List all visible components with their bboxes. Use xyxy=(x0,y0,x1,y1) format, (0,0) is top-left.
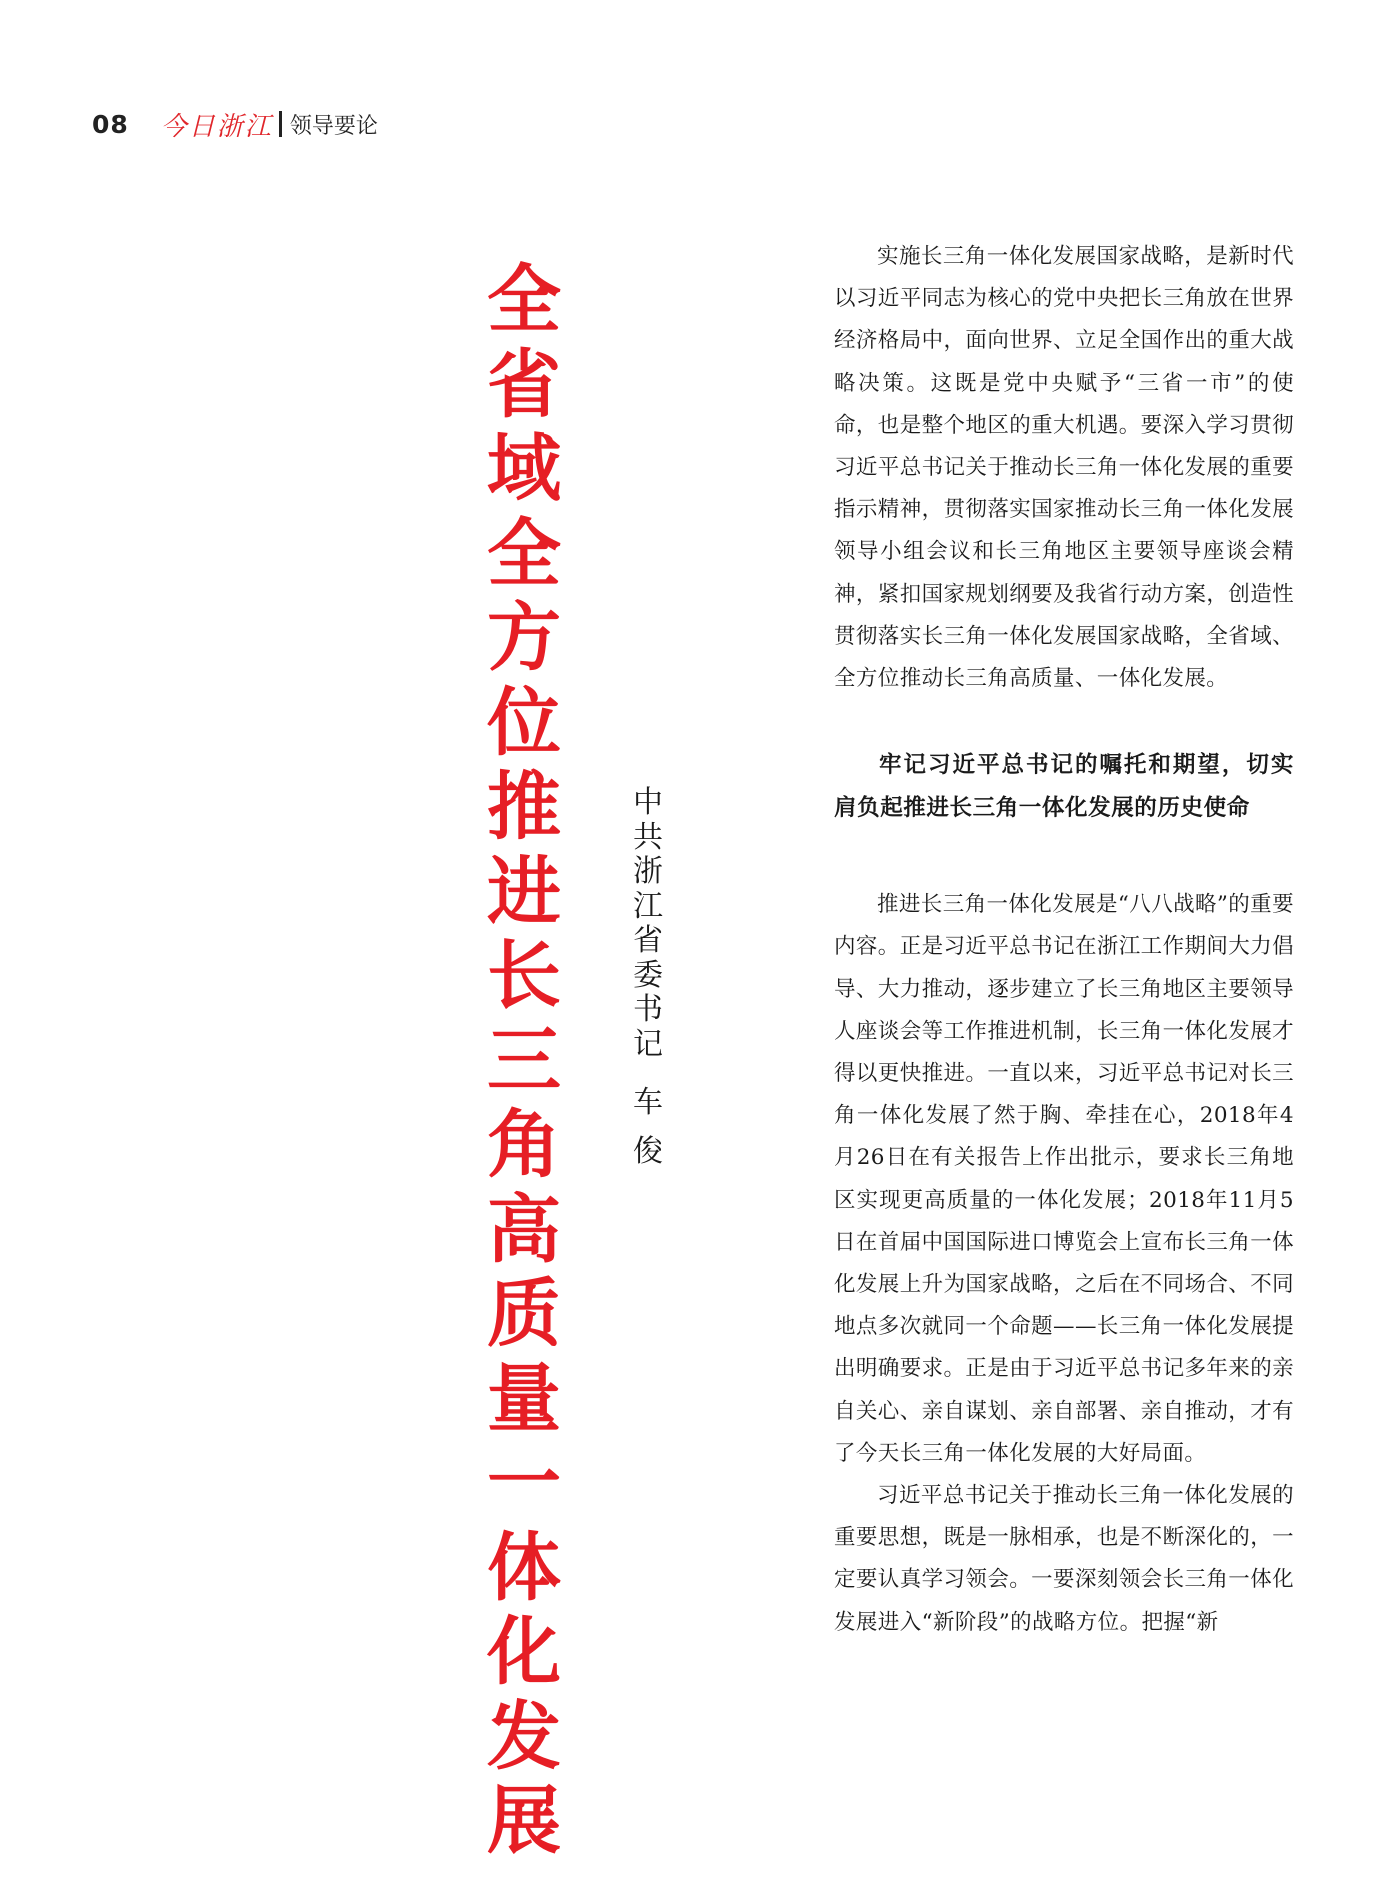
article-paragraph-3: 习近平总书记关于推动长三角一体化发展的重要思想，既是一脉相承，也是不断深化的，一定要认真学习领会。一要深刻领会长三角一体化发展进入“新阶段”的战略方位。把握“新 xyxy=(834,1483,1294,1635)
article-subheading: 牢记习近平总书记的嘱托和期望，切实肩负起推进长三角一体化发展的历史使命 xyxy=(834,752,1294,822)
author-name-part-1: 车 xyxy=(633,1085,663,1120)
page-header xyxy=(92,104,378,144)
author-byline xyxy=(628,786,668,1183)
page-number: 08 xyxy=(92,109,129,139)
author-title: 中共浙江省委书记 xyxy=(633,785,663,1062)
article-paragraph-2: 推进长三角一体化发展是“八八战略”的重要内容。正是习近平总书记在浙江工作期间大力倡导、大力推动，逐步建立了长三角地区主要领导人座谈会等工作推进机制，长三角一体化发展才得以更快推进。一直以来，习近平总书记对长三角一体化发展了然于胸、牵挂在心，2018年4月26日在有关报告上作出批示，要求长三角地区实现更高质量的一体化发展；2018年11月5日在首届中国国际进口博览会上宣布长三角一体化发展上升为国家战略，之后在不同场合、不同地点多次就同一个命题——长三角一体化发展提出明确要求。正是由于习近平总书记多年来的亲自关心、亲自谋划、亲自部署、亲自推动，才有了今天长三角一体化发展的大好局面。 xyxy=(834,892,1294,1466)
brand-logo: 今日浙江 xyxy=(160,111,273,142)
article-paragraph-1: 实施长三角一体化发展国家战略，是新时代以习近平同志为核心的党中央把长三角放在世界经济格局中，面向世界、立足全国作出的重大战略决策。这既是党中央赋予“三省一市”的使命，也是整个地区的重大机遇。要深入学习贯彻习近平总书记关于推动长三角一体化发展的重要指示精神，贯彻落实国家推动长三角一体化发展领导小组会议和长三角地区主要领导座谈会精神，紧扣国家规划纲要及我省行动方案，创造性贯彻落实长三角一体化发展国家战略，全省域、全方位推动长三角高质量、一体化发展。 xyxy=(834,244,1294,692)
section-name: 领导要论 xyxy=(289,113,378,139)
article-headline: 全省域全方位推进长三角高质量一体化发展 xyxy=(487,257,561,1864)
article-body xyxy=(834,236,1294,1644)
author-name xyxy=(628,1086,668,1169)
author-name-part-2: 俊 xyxy=(633,1133,663,1169)
header-divider xyxy=(279,111,282,137)
